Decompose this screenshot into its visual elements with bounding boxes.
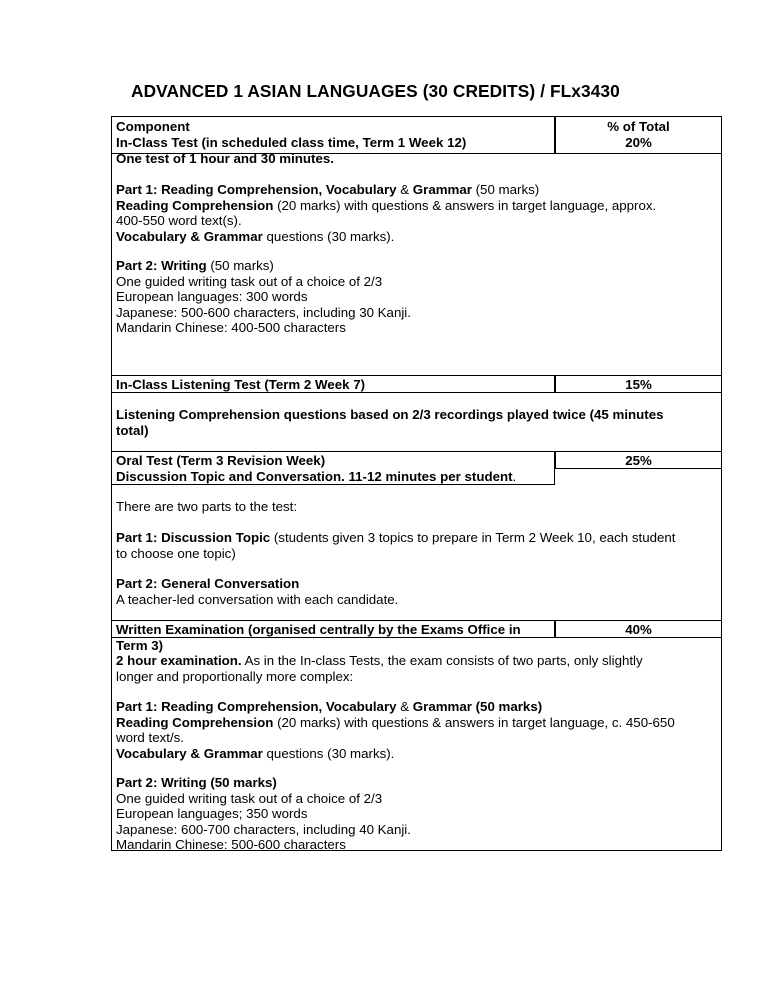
- document-title: ADVANCED 1 ASIAN LANGUAGES (30 CREDITS) / FLx3430: [131, 81, 620, 101]
- component-header: Component: [116, 119, 190, 134]
- s4-name-cont: Term 3): [116, 638, 164, 653]
- s1-duration: One test of 1 hour and 30 minutes.: [116, 151, 334, 166]
- s1-name: In-Class Test (in scheduled class time, Term 1 Week 12): [116, 135, 467, 150]
- s1-part1: Part 1: Reading Comprehension, Vocabulary & Grammar (50 marks) Reading Comprehension (20 marks) with questions & answers in target language, approx. 400-550 word text(s). Vocabulary & Grammar questions (30 marks).: [116, 182, 657, 244]
- s4-percent: 40%: [625, 622, 652, 637]
- s4-duration: 2 hour examination.: [116, 653, 242, 668]
- s4-part1: Part 1: Reading Comprehension, Vocabulary & Grammar (50 marks) Reading Comprehension (20 marks) with questions & answers in target language, c. 450-650 word text/s. Vocabulary & Grammar questions (30 marks).: [116, 699, 675, 761]
- s3-percent: 25%: [625, 453, 652, 468]
- s4-vg-label: Vocabulary & Grammar: [116, 745, 263, 761]
- s1-vg-label: Vocabulary & Grammar: [116, 228, 263, 244]
- s2-percent: 15%: [625, 377, 652, 392]
- s2-description: Listening Comprehension questions based on 2/3 recordings played twice (45 minutes total): [116, 407, 664, 438]
- s3-part1: Part 1: Discussion Topic (students given 3 topics to prepare in Term 2 Week 10, each student to choose one topic): [116, 530, 676, 561]
- s4-rc-label: Reading Comprehension: [116, 714, 274, 730]
- s3-subtitle: Discussion Topic and Conversation. 11-12 minutes per student.: [116, 469, 517, 484]
- percent-header: % of Total: [607, 119, 670, 134]
- s4-part2-heading: Part 2: Writing (50 marks): [116, 775, 277, 790]
- s3-name: Oral Test (Term 3 Revision Week): [116, 453, 326, 468]
- s1-part1-heading: Part 1: Reading Comprehension, Vocabulary: [116, 182, 397, 197]
- s4-description: 2 hour examination. As in the In-class Tests, the exam consists of two parts, only slightly longer and proportionally more complex:: [116, 653, 643, 684]
- s2-name: In-Class Listening Test (Term 2 Week 7): [116, 377, 366, 392]
- s3-part2: Part 2: General Conversation A teacher-led conversation with each candidate.: [116, 576, 716, 607]
- s1-rc-label: Reading Comprehension: [116, 197, 274, 213]
- s3-intro: There are two parts to the test:: [116, 499, 298, 514]
- s1-part2-heading: Part 2: Writing: [116, 258, 207, 273]
- s4-part1-heading: Part 1: Reading Comprehension, Vocabulary: [116, 699, 397, 714]
- s1-part2: Part 2: Writing (50 marks) One guided writing task out of a choice of 2/3 European languages: 300 words Japanese: 500-600 characters, including 30 Kanji. Mandarin Chinese: 400-500 characters: [116, 258, 411, 335]
- s4-part2: Part 2: Writing (50 marks) One guided writing task out of a choice of 2/3 European languages; 350 words Japanese: 600-700 characters, including 40 Kanji. Mandarin Chinese: 500-600 characters: [116, 775, 716, 853]
- s1-percent: 20%: [625, 135, 652, 150]
- s3-part1-heading: Part 1: Discussion Topic: [116, 530, 271, 545]
- s4-name: Written Examination (organised centrally by the Exams Office in: [116, 622, 521, 637]
- s3-part2-heading: Part 2: General Conversation: [116, 576, 300, 591]
